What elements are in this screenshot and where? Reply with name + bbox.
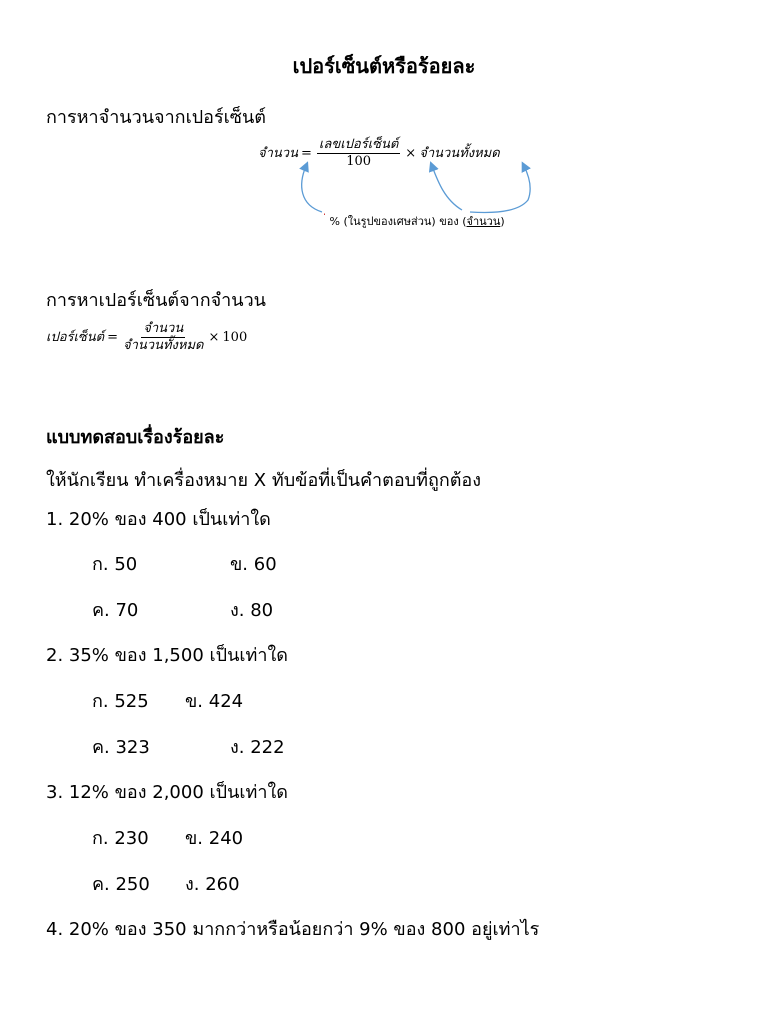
formula1-arrows bbox=[0, 0, 768, 240]
q2-option-b[interactable]: ข. 424 bbox=[185, 691, 244, 712]
section1-heading: การหาจำนวนจากเปอร์เซ็นต์ bbox=[46, 107, 266, 128]
formula1-note bbox=[326, 212, 505, 230]
question-1: 1. 20% ของ 400 เป็นเท่าใด bbox=[46, 509, 271, 530]
q2-option-a[interactable]: ก. 525 bbox=[92, 691, 149, 712]
formula2-lhs: เปอร์เซ็นต์ bbox=[46, 330, 105, 345]
formula1-rhs: จำนวนทั้งหมด bbox=[419, 146, 500, 161]
arrow-to-times bbox=[432, 166, 462, 210]
q2-option-c[interactable]: ค. 323 bbox=[92, 737, 150, 758]
arrow-to-total bbox=[470, 166, 530, 213]
q1-option-b[interactable]: ข. 60 bbox=[230, 554, 277, 575]
arrow-to-numerator bbox=[302, 166, 322, 212]
formula2-equals: = bbox=[107, 330, 118, 345]
formula2-numerator: จำนวน bbox=[143, 321, 184, 336]
formula1-denominator: 100 bbox=[346, 154, 372, 169]
section2-heading: การหาเปอร์เซ็นต์จากจำนวน bbox=[46, 290, 266, 311]
q3-option-b[interactable]: ข. 240 bbox=[185, 828, 244, 849]
formula2-times: × bbox=[208, 330, 220, 345]
q2-option-d[interactable]: ง. 222 bbox=[230, 737, 285, 758]
formula2-denominator: จำนวนทั้งหมด bbox=[123, 338, 204, 353]
formula-percent-from-amount bbox=[46, 322, 247, 353]
quiz-instruction: ให้นักเรียน ทำเครื่องหมาย X ทับข้อที่เป็นคำตอบที่ถูกต้อง bbox=[46, 470, 482, 491]
question-4: 4. 20% ของ 350 มากกว่าหรือน้อยกว่า 9% ของ 800 อยู่เท่าไร bbox=[46, 919, 540, 940]
q1-option-c[interactable]: ค. 70 bbox=[92, 600, 139, 621]
q1-option-d[interactable]: ง. 80 bbox=[230, 600, 274, 621]
formula1-times: × bbox=[405, 146, 417, 161]
formula2-factor: 100 bbox=[222, 330, 248, 345]
formula1-lhs: จำนวน bbox=[258, 146, 298, 161]
page-title: เปอร์เซ็นต์หรือร้อยละ bbox=[292, 54, 476, 78]
formula1-equals: = bbox=[301, 146, 312, 161]
q3-option-a[interactable]: ก. 230 bbox=[92, 828, 149, 849]
q3-option-c[interactable]: ค. 250 bbox=[92, 874, 150, 895]
question-2: 2. 35% ของ 1,500 เป็นเท่าใด bbox=[46, 645, 288, 666]
question-3: 3. 12% ของ 2,000 เป็นเท่าใด bbox=[46, 782, 288, 803]
note-text-start: % (ในรูปของเศษส่วน) ของ ( bbox=[329, 215, 467, 228]
quiz-heading: แบบทดสอบเรื่องร้อยละ bbox=[46, 427, 225, 448]
formula2-fraction bbox=[123, 322, 204, 353]
formula1-numerator: เลขเปอร์เซ็นต์ bbox=[318, 137, 399, 152]
q3-option-d[interactable]: ง. 260 bbox=[185, 874, 240, 895]
note-text-end: ) bbox=[500, 215, 505, 228]
q1-option-a[interactable]: ก. 50 bbox=[92, 554, 138, 575]
note-underlined-word: จำนวน bbox=[466, 215, 501, 228]
